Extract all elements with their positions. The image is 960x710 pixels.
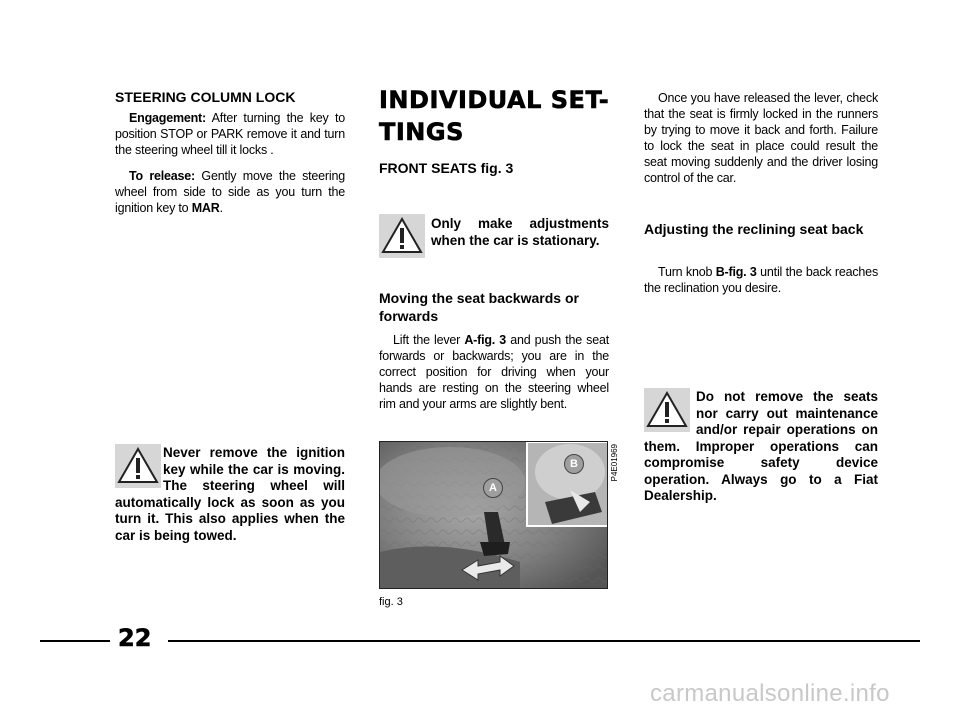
figure-marker-a: A xyxy=(483,478,503,498)
warning-icon xyxy=(379,214,425,263)
moving-seat-paragraph: Lift the lever A-fig. 3 and push the seat forwards or backwards; you are in the correct position for driving when your hands are resting on the steering wheel rim and your arms are slightly bent. xyxy=(379,333,609,411)
page-number: 22 xyxy=(118,624,152,652)
release-key: MAR xyxy=(191,201,220,215)
engagement-paragraph xyxy=(115,110,345,158)
figure-code: P4E01969 xyxy=(610,444,619,482)
steering-lock-heading: STEERING COLUMN LOCK xyxy=(115,89,296,105)
figure-marker-b: B xyxy=(564,454,584,474)
footer-rule-left xyxy=(40,640,110,642)
reclining-paragraph: Turn knob B-fig. 3 until the back reaches the reclination you desire. xyxy=(644,265,878,295)
stationary-warning-text: Only make adjustments when the car is stationary. xyxy=(431,216,609,248)
knob-ref: B-fig. 3 xyxy=(715,265,757,279)
footer-rule-right xyxy=(168,640,920,642)
watermark: carmanualsonline.info xyxy=(650,680,890,707)
steering-warning-text: Never remove the ignition key while the car is moving. The steering wheel will automatically lock as soon as you turn it. This also applies when the car is being towed. xyxy=(115,445,345,543)
reclining-heading: Adjusting the reclining seat back xyxy=(644,221,864,237)
lever-ref: A-fig. 3 xyxy=(464,333,507,347)
moving-seat-heading: Moving the seat backwards or forwards xyxy=(379,290,579,324)
engagement-label: Engagement: xyxy=(129,111,206,125)
engagement-text: After turning the key to position STOP or PARK remove it and turn the steering wheel till it locks . xyxy=(115,111,345,157)
figure-caption: fig. 3 xyxy=(379,596,403,608)
lock-check-paragraph: Once you have released the lever, check that the seat is firmly locked in the runners by trying to move it back and forth. Failure to lock the seat in place could result the seat moving suddenly and the driver losing control of the car. xyxy=(644,91,878,185)
front-seats-heading: FRONT SEATS fig. 3 xyxy=(379,160,514,176)
section-title: INDIVIDUAL SET- TINGS xyxy=(379,86,610,146)
seat-figure xyxy=(379,441,608,589)
release-label: To release: xyxy=(129,169,196,183)
seat-maintenance-warning-text: Do not remove the seats nor carry out maintenance and/or repair operations on them. Improper operations can compromise safety device operation. Always go to a Fiat Dealership. xyxy=(644,389,878,503)
release-paragraph: To release: Gently move the steering wheel from side to side as you turn the ignition key to MAR. xyxy=(115,169,345,215)
release-text: Gently move the steering wheel from side to side as you turn the ignition key to xyxy=(115,169,345,215)
